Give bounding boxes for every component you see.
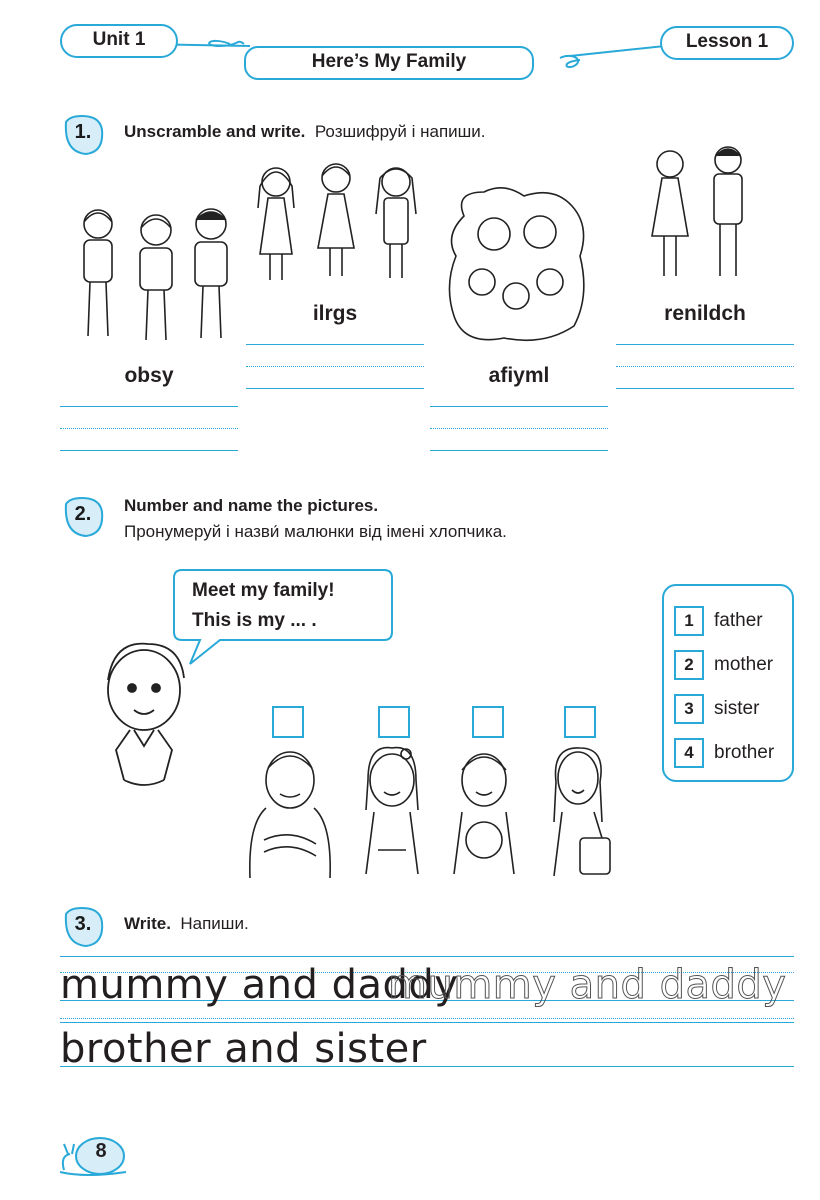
exercise-3-number: 3. <box>74 913 92 935</box>
legend-number: 1 <box>674 606 704 636</box>
children-illustration <box>640 144 760 284</box>
sister-illustration <box>354 740 430 882</box>
girls-illustration <box>246 158 426 288</box>
answer-lines-family[interactable] <box>430 406 608 452</box>
exercise-1-instruction-en: Unscramble and write. <box>124 122 306 141</box>
model-text-line-1: mummy and daddy <box>60 962 459 1008</box>
number-box-1[interactable] <box>272 706 304 738</box>
exercise-2-instruction-en <box>124 496 378 516</box>
exercise-3-instruction-en: Write. <box>124 914 171 933</box>
lesson-label: Lesson 1 <box>660 26 794 60</box>
speech-line-1: Meet my family! <box>192 580 335 601</box>
speech-line-2: This is my ... . <box>192 610 317 631</box>
legend-word: brother <box>714 742 775 763</box>
legend-number: 2 <box>674 650 704 680</box>
boy-speaker-illustration <box>94 630 200 800</box>
number-box-3[interactable] <box>472 706 504 738</box>
exercise-2-badge <box>60 494 106 540</box>
legend-word: mother <box>714 654 774 675</box>
legend-word: father <box>714 610 763 631</box>
number-box-4[interactable] <box>564 706 596 738</box>
answer-lines-children[interactable] <box>616 344 794 390</box>
exercise-1-badge <box>60 112 106 158</box>
legend-word: sister <box>714 698 760 719</box>
answer-lines-girls[interactable] <box>246 344 424 390</box>
exercise-3-instruction <box>124 914 249 934</box>
trace-text-line-1: mummy and daddy <box>388 962 787 1008</box>
family-illustration <box>444 186 590 348</box>
exercise-3-instruction-uk: Напиши. <box>180 914 249 933</box>
page-title: Here’s My Family <box>244 46 534 80</box>
page-number: 8 <box>95 1140 107 1162</box>
answer-lines-boys[interactable] <box>60 406 238 452</box>
unit-label: Unit 1 <box>60 24 178 58</box>
scrambled-word-ilrgs: ilrgs <box>312 302 358 325</box>
scrambled-word-renildch: renildch <box>664 302 746 325</box>
exercise-2-instruction-uk: Пронумеруй і назви́ малюнки від імені хлопчика. <box>124 522 507 541</box>
exercise-1-instruction <box>124 122 486 142</box>
legend-number: 4 <box>674 738 704 768</box>
scrambled-word-afiyml: afiyml <box>488 364 550 387</box>
exercise-3-badge <box>60 904 106 950</box>
legend-number: 3 <box>674 694 704 724</box>
brother-illustration <box>446 740 522 882</box>
exercise-1-number: 1. <box>74 121 92 143</box>
mother-illustration <box>540 742 620 884</box>
model-text-line-2: brother and sister <box>60 1026 427 1072</box>
exercise-2-instruction-en-text: Number and name the pictures. <box>124 496 379 515</box>
word-legend <box>662 584 794 782</box>
exercise-1-instruction-uk: Розшифруй і напиши. <box>314 122 486 141</box>
scrambled-word-obsy: obsy <box>124 364 174 387</box>
father-illustration <box>244 744 336 882</box>
boys-illustration <box>66 198 246 348</box>
exercise-2-number: 2. <box>74 503 92 525</box>
number-box-2[interactable] <box>378 706 410 738</box>
